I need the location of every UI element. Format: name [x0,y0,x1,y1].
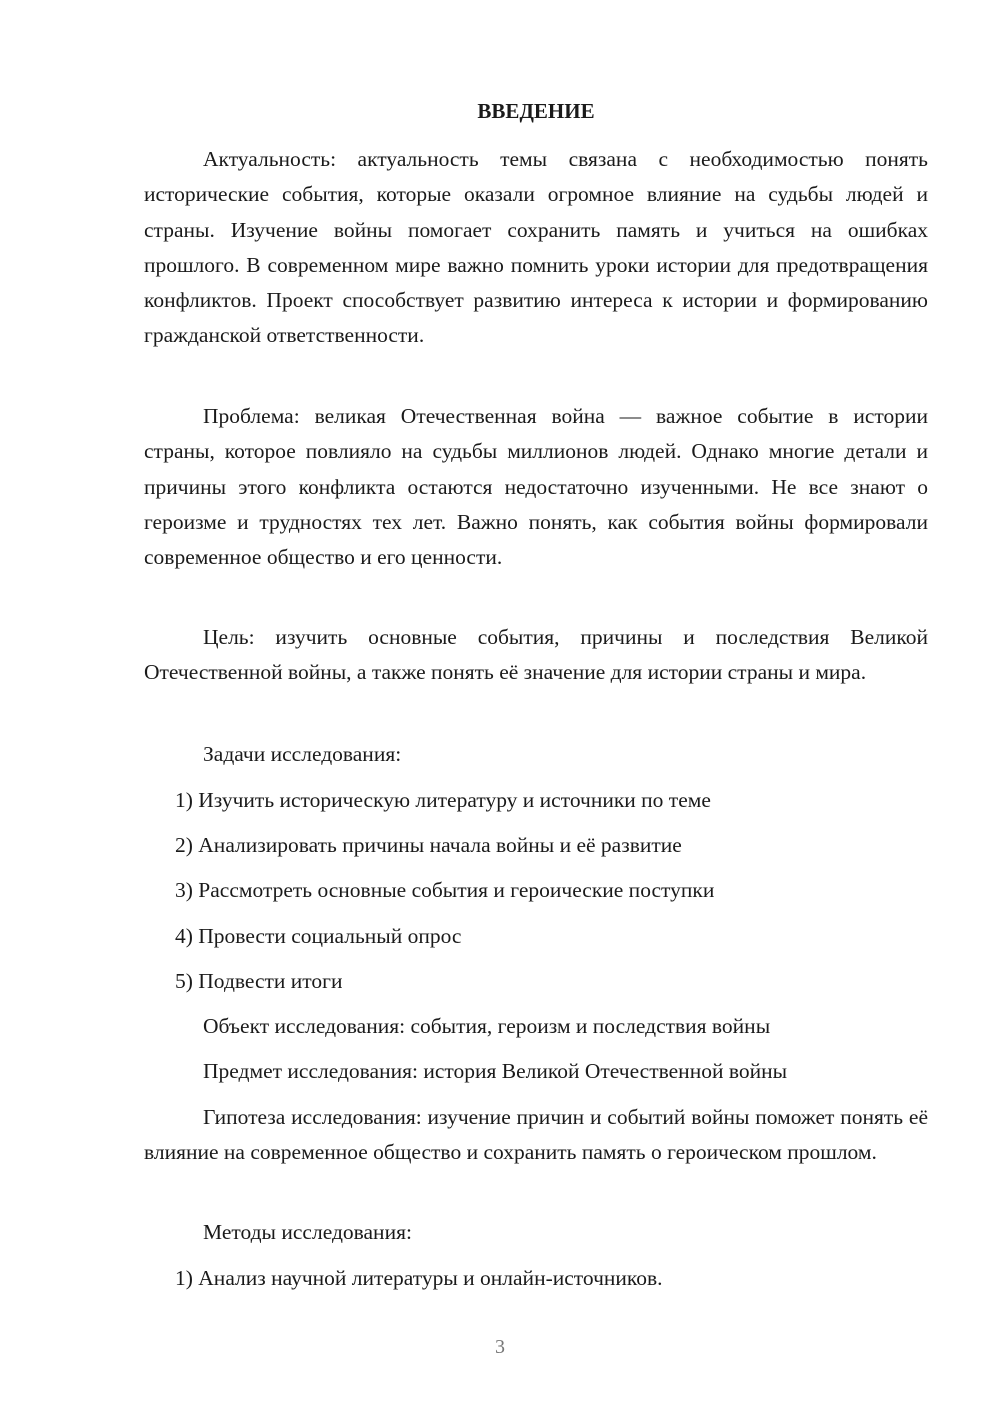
page-number: 3 [495,1336,505,1358]
research-object: Объект исследования: события, героизм и последствия войны [203,1014,771,1038]
methods-heading: Методы исследования: [203,1220,412,1244]
task-item: 2) Анализировать причины начала войны и её развитие [175,833,682,857]
task-item: 5) Подвести итоги [175,969,343,993]
problem-paragraph: Проблема: великая Отечественная война — важное событие в истории страны, которое повлияло на судьбы миллионов людей. Однако многие детали и причины этого конфликта остаются недостаточно изученными. Не все знают о героизме и трудностях тех лет. Важно понять, как события войны формировали современное общество и его ценности. [144,404,928,570]
tasks-heading: Задачи исследования: [203,742,402,766]
task-item: 3) Рассмотреть основные события и героические поступки [175,878,715,902]
relevance-paragraph: Актуальность: актуальность темы связана с необходимостью понять исторические события, которые оказали огромное влияние на судьбы людей и страны. Изучение войны помогает сохранить память и учиться на ошибках прошлого. В современном мире важно помнить уроки истории для предотвращения конфликтов. Проект способствует развитию интереса к истории и формированию гражданской ответственности. [144,147,928,348]
hypothesis-paragraph: Гипотеза исследования: изучение причин и событий войны поможет понять её влияние на современное общество и сохранить память о героическом прошлом. [144,1105,928,1165]
task-item: 4) Провести социальный опрос [175,924,462,948]
section-title: ВВЕДЕНИЕ [477,99,595,123]
task-item: 1) Изучить историческую литературу и источники по теме [175,788,711,812]
method-item: 1) Анализ научной литературы и онлайн-источников. [175,1266,663,1290]
research-subject: Предмет исследования: история Великой Отечественной войны [203,1059,788,1083]
goal-paragraph: Цель: изучить основные события, причины и последствия Великой Отечественной войны, а также понять её значение для истории страны и мира. [144,625,928,685]
